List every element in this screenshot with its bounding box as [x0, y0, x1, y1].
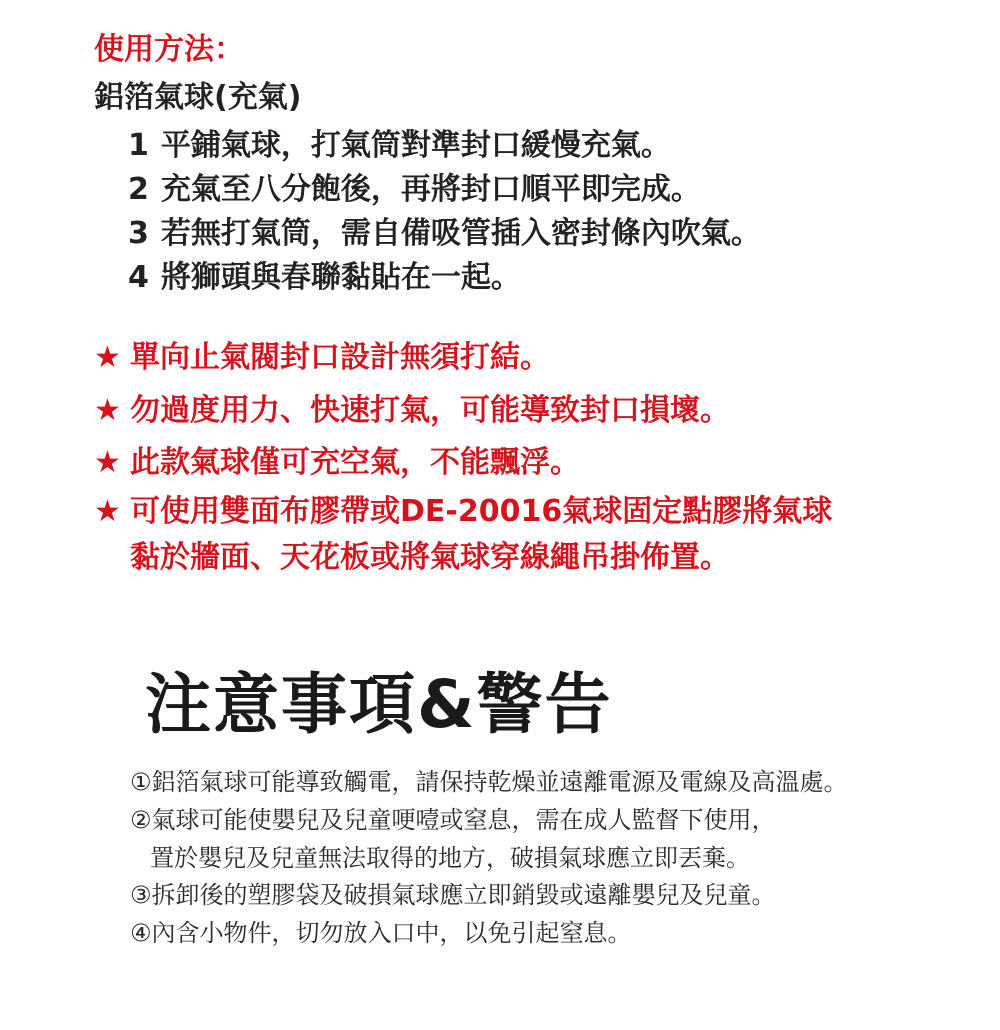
step-number: 2 — [128, 172, 149, 207]
star-icon: ★ — [94, 340, 121, 375]
step-number: 4 — [128, 260, 149, 295]
step-text: 平鋪氣球，打氣筒對準封口緩慢充氣。 — [160, 128, 671, 163]
warning-item: ①鋁箔氣球可能導致觸電，請保持乾燥並遠離電源及電線及高溫處。 — [130, 768, 848, 796]
usage-step — [128, 214, 761, 254]
step-text: 若無打氣筒，需自備吸管插入密封條內吹氣。 — [160, 216, 761, 251]
star-icon: ★ — [94, 445, 121, 480]
star-icon: ★ — [94, 494, 121, 529]
usage-title: 使用方法： — [94, 32, 244, 67]
warning-item: ③拆卸後的塑膠袋及破損氣球應立即銷毀或遠離嬰兒及兒童。 — [130, 881, 776, 909]
step-text: 充氣至八分飽後，再將封口順平即完成。 — [160, 172, 701, 207]
note-text: 此款氣球僅可充空氣，不能飄浮。 — [130, 445, 580, 480]
step-text: 將獅頭與春聯黏貼在一起。 — [160, 260, 521, 295]
warnings-title: 注意事項&警告 — [145, 666, 613, 743]
note-item — [94, 443, 580, 483]
warning-item: ④內含小物件，切勿放入口中，以免引起窒息。 — [130, 919, 632, 947]
step-number: 1 — [128, 128, 149, 163]
note-text: 單向止氣閥封口設計無須打結。 — [130, 340, 550, 375]
usage-step — [128, 258, 521, 298]
note-item — [94, 338, 550, 378]
warning-item-continuation: 置於嬰兒及兒童無法取得的地方，破損氣球應立即丟棄。 — [150, 844, 750, 872]
warning-item: ②氣球可能使嬰兒及兒童哽噎或窒息，需在成人監督下使用， — [130, 806, 776, 834]
usage-subtitle: 鋁箔氣球(充氣) — [94, 80, 302, 115]
note-text: 可使用雙面布膠帶或DE-20016氣球固定點膠將氣球 — [130, 494, 833, 529]
note-item — [94, 391, 730, 431]
note-item — [94, 492, 832, 532]
star-icon: ★ — [94, 393, 121, 428]
note-item-continuation: 黏於牆面、天花板或將氣球穿線繩吊掛佈置。 — [130, 540, 730, 575]
note-text: 勿過度用力、快速打氣，可能導致封口損壞。 — [130, 393, 730, 428]
step-number: 3 — [128, 216, 149, 251]
usage-step — [128, 170, 701, 210]
usage-step — [128, 126, 671, 166]
